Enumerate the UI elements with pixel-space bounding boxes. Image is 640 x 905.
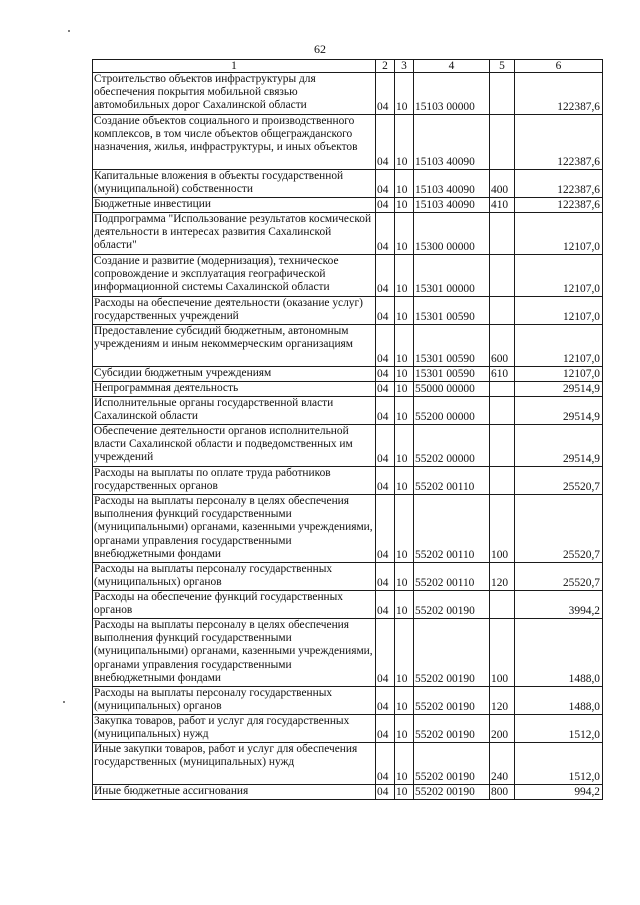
row-target-article-code: 15301 00590 [414, 297, 490, 325]
row-target-article-code: 55200 00000 [414, 397, 490, 425]
row-subsection-code: 10 [395, 467, 414, 495]
column-header: 3 [395, 60, 414, 73]
row-amount: 12107,0 [515, 325, 603, 367]
table-row [93, 198, 603, 213]
table-row [93, 367, 603, 382]
row-section-code: 04 [376, 619, 395, 687]
row-target-article-code: 15301 00590 [414, 325, 490, 367]
row-subsection-code: 10 [395, 785, 414, 800]
row-name: Исполнительные органы государственной власти Сахалинской области [93, 397, 376, 425]
row-target-article-code: 55202 00110 [414, 563, 490, 591]
row-amount: 12107,0 [515, 213, 603, 255]
page-number: 62 [314, 42, 326, 56]
row-section-code: 04 [376, 785, 395, 800]
row-expense-type-code: 410 [490, 198, 515, 213]
table-row [93, 115, 603, 170]
row-name: Создание объектов социального и производственного комплексов, в том числе объектов общегражданского назначения, жилья, инфраструктуры, и иных объектов [93, 115, 376, 170]
row-name: Расходы на выплаты персоналу в целях обеспечения выполнения функций государственными (муниципальными) органами, казенными учреждениями, органами управления государственными внебюджетными фондами [93, 495, 376, 563]
row-name: Расходы на обеспечение функций государственных органов [93, 591, 376, 619]
row-section-code: 04 [376, 467, 395, 495]
row-section-code: 04 [376, 297, 395, 325]
row-subsection-code: 10 [395, 297, 414, 325]
row-expense-type-code: 600 [490, 325, 515, 367]
row-subsection-code: 10 [395, 115, 414, 170]
row-subsection-code: 10 [395, 367, 414, 382]
row-section-code: 04 [376, 397, 395, 425]
row-target-article-code: 15103 40090 [414, 198, 490, 213]
row-section-code: 04 [376, 367, 395, 382]
row-section-code: 04 [376, 213, 395, 255]
row-target-article-code: 55202 00000 [414, 425, 490, 467]
row-name: Обеспечение деятельности органов исполнительной власти Сахалинской области и подведомственных им учреждений [93, 425, 376, 467]
row-amount: 12107,0 [515, 255, 603, 297]
table-row [93, 297, 603, 325]
row-amount: 25520,7 [515, 563, 603, 591]
row-amount: 3994,2 [515, 591, 603, 619]
row-subsection-code: 10 [395, 255, 414, 297]
row-amount: 12107,0 [515, 297, 603, 325]
row-name: Расходы на выплаты персоналу государственных (муниципальных) органов [93, 687, 376, 715]
row-expense-type-code [490, 115, 515, 170]
table-body [93, 73, 603, 800]
row-amount: 994,2 [515, 785, 603, 800]
table-row [93, 495, 603, 563]
table-header-row [93, 60, 603, 73]
row-name: Подпрограмма "Использование результатов космической деятельности в интересах развития Сахалинской области" [93, 213, 376, 255]
row-name: Расходы на выплаты персоналу в целях обеспечения выполнения функций государственными (муниципальными) органами, казенными учреждениями, органами управления государственными внебюджетными фондами [93, 619, 376, 687]
row-target-article-code: 55202 00190 [414, 619, 490, 687]
row-expense-type-code: 610 [490, 367, 515, 382]
row-amount: 122387,6 [515, 198, 603, 213]
row-section-code: 04 [376, 170, 395, 198]
row-name: Непрограммная деятельность [93, 382, 376, 397]
row-name: Строительство объектов инфраструктуры для обеспечения покрытия мобильной связью автомобильных дорог Сахалинской области [93, 73, 376, 115]
row-name: Закупка товаров, работ и услуг для государственных (муниципальных) нужд [93, 715, 376, 743]
budget-table [92, 59, 603, 800]
row-target-article-code: 15301 00590 [414, 367, 490, 382]
row-subsection-code: 10 [395, 213, 414, 255]
row-name: Субсидии бюджетным учреждениям [93, 367, 376, 382]
table-row [93, 619, 603, 687]
row-name: Предоставление субсидий бюджетным, автономным учреждениям и иным некоммерческим организациям [93, 325, 376, 367]
column-header: 6 [515, 60, 603, 73]
row-subsection-code: 10 [395, 743, 414, 785]
table-row [93, 591, 603, 619]
table-row [93, 255, 603, 297]
row-subsection-code: 10 [395, 170, 414, 198]
column-header: 1 [93, 60, 376, 73]
table-row [93, 715, 603, 743]
row-target-article-code: 15300 00000 [414, 213, 490, 255]
row-target-article-code: 15103 40090 [414, 115, 490, 170]
table-row [93, 785, 603, 800]
row-section-code: 04 [376, 73, 395, 115]
row-section-code: 04 [376, 591, 395, 619]
row-target-article-code: 55202 00190 [414, 715, 490, 743]
row-subsection-code: 10 [395, 591, 414, 619]
row-name: Иные закупки товаров, работ и услуг для обеспечения государственных (муниципальных) нужд [93, 743, 376, 785]
row-name: Расходы на выплаты персоналу государственных (муниципальных) органов [93, 563, 376, 591]
row-name: Иные бюджетные ассигнования [93, 785, 376, 800]
row-target-article-code: 55202 00190 [414, 785, 490, 800]
row-target-article-code: 15103 00000 [414, 73, 490, 115]
row-subsection-code: 10 [395, 198, 414, 213]
row-target-article-code: 55202 00190 [414, 687, 490, 715]
row-amount: 25520,7 [515, 467, 603, 495]
row-name: Создание и развитие (модернизация), техническое сопровождение и эксплуатация географической информационной системы Сахалинской области [93, 255, 376, 297]
row-expense-type-code [490, 467, 515, 495]
row-section-code: 04 [376, 743, 395, 785]
row-section-code: 04 [376, 563, 395, 591]
table-row [93, 382, 603, 397]
row-amount: 25520,7 [515, 495, 603, 563]
table-row [93, 467, 603, 495]
row-expense-type-code: 100 [490, 619, 515, 687]
row-name: Капитальные вложения в объекты государственной (муниципальной) собственности [93, 170, 376, 198]
row-expense-type-code [490, 425, 515, 467]
row-name: Бюджетные инвестиции [93, 198, 376, 213]
row-subsection-code: 10 [395, 382, 414, 397]
row-target-article-code: 55202 00110 [414, 467, 490, 495]
row-expense-type-code: 120 [490, 687, 515, 715]
row-section-code: 04 [376, 325, 395, 367]
row-section-code: 04 [376, 115, 395, 170]
column-header: 5 [490, 60, 515, 73]
row-amount: 1512,0 [515, 743, 603, 785]
row-amount: 12107,0 [515, 367, 603, 382]
row-expense-type-code [490, 591, 515, 619]
row-target-article-code: 55202 00110 [414, 495, 490, 563]
row-subsection-code: 10 [395, 715, 414, 743]
row-target-article-code: 15301 00000 [414, 255, 490, 297]
row-expense-type-code [490, 382, 515, 397]
row-amount: 29514,9 [515, 382, 603, 397]
row-expense-type-code: 100 [490, 495, 515, 563]
scan-speck [68, 30, 70, 32]
row-section-code: 04 [376, 687, 395, 715]
row-subsection-code: 10 [395, 619, 414, 687]
row-target-article-code: 55202 00190 [414, 591, 490, 619]
row-expense-type-code: 120 [490, 563, 515, 591]
table-row [93, 325, 603, 367]
row-amount: 122387,6 [515, 115, 603, 170]
row-section-code: 04 [376, 382, 395, 397]
row-subsection-code: 10 [395, 425, 414, 467]
row-expense-type-code: 800 [490, 785, 515, 800]
table-row [93, 743, 603, 785]
row-subsection-code: 10 [395, 73, 414, 115]
row-expense-type-code [490, 297, 515, 325]
row-target-article-code: 55202 00190 [414, 743, 490, 785]
row-amount: 122387,6 [515, 73, 603, 115]
row-amount: 29514,9 [515, 425, 603, 467]
row-amount: 1488,0 [515, 619, 603, 687]
scan-speck [63, 701, 65, 703]
column-header: 4 [414, 60, 490, 73]
row-subsection-code: 10 [395, 563, 414, 591]
table-row [93, 687, 603, 715]
row-name: Расходы на выплаты по оплате труда работников государственных органов [93, 467, 376, 495]
row-section-code: 04 [376, 715, 395, 743]
row-expense-type-code [490, 255, 515, 297]
row-amount: 1488,0 [515, 687, 603, 715]
table-row [93, 425, 603, 467]
row-subsection-code: 10 [395, 687, 414, 715]
row-amount: 29514,9 [515, 397, 603, 425]
row-target-article-code: 55000 00000 [414, 382, 490, 397]
row-section-code: 04 [376, 425, 395, 467]
row-section-code: 04 [376, 255, 395, 297]
row-expense-type-code: 400 [490, 170, 515, 198]
table-row [93, 213, 603, 255]
row-expense-type-code: 200 [490, 715, 515, 743]
row-subsection-code: 10 [395, 325, 414, 367]
row-expense-type-code: 240 [490, 743, 515, 785]
table-row [93, 73, 603, 115]
row-section-code: 04 [376, 198, 395, 213]
row-name: Расходы на обеспечение деятельности (оказание услуг) государственных учреждений [93, 297, 376, 325]
table-row [93, 563, 603, 591]
table-row [93, 397, 603, 425]
row-section-code: 04 [376, 495, 395, 563]
table-row [93, 170, 603, 198]
row-expense-type-code [490, 73, 515, 115]
row-target-article-code: 15103 40090 [414, 170, 490, 198]
row-subsection-code: 10 [395, 495, 414, 563]
row-expense-type-code [490, 213, 515, 255]
row-subsection-code: 10 [395, 397, 414, 425]
row-amount: 122387,6 [515, 170, 603, 198]
row-amount: 1512,0 [515, 715, 603, 743]
row-expense-type-code [490, 397, 515, 425]
column-header: 2 [376, 60, 395, 73]
